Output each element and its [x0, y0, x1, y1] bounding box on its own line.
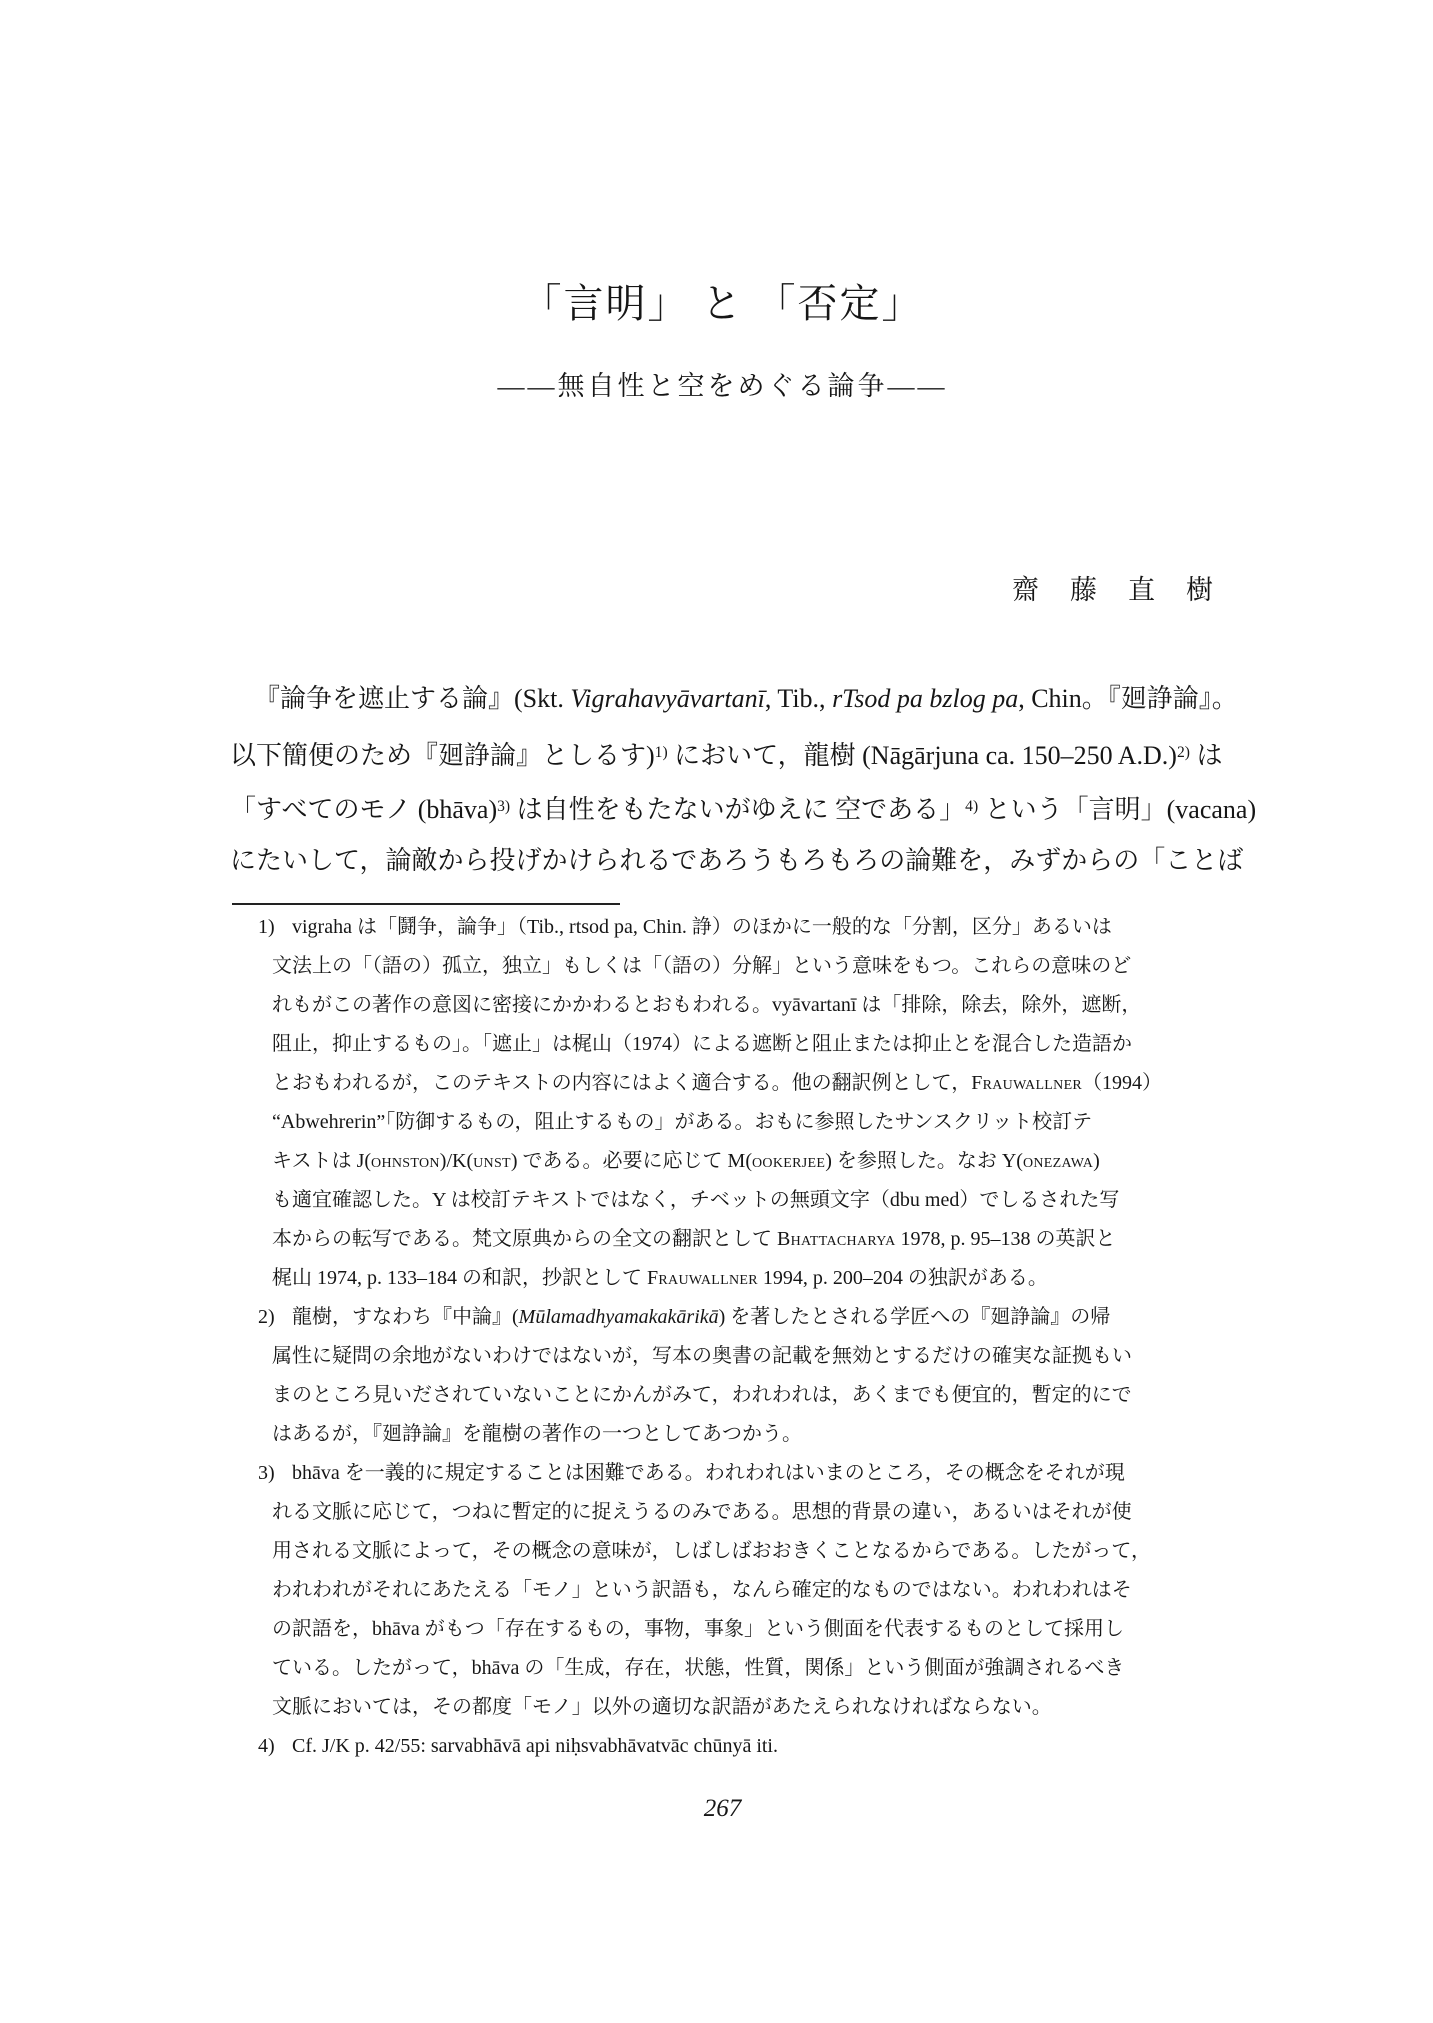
footnote-line: はあるが，『廻諍論』を龍樹の著作の一つとしてあつかう。 — [272, 1423, 802, 1445]
body-line: 『論争を遮止する論』(Skt. Vigrahavyāvartanī, Tib., rTsod pa bzlog pa, Chin。『廻諍論』。 — [254, 684, 1238, 713]
footnote-line — [258, 1727, 1258, 1766]
footnote-line: とおもわれるが，このテキストの内容にはよく適合する。他の翻訳例として，Frauwallner（1994） — [272, 1072, 1163, 1094]
footnote-number: 2) — [258, 1306, 275, 1328]
author-name: 齋 藤 直 樹 — [1012, 575, 1215, 605]
page-number: 267 — [703, 1795, 742, 1822]
footnote-line — [258, 908, 1258, 947]
footnote-number: 4) — [258, 1735, 275, 1757]
footnote-line: 文法上の「（語の）孤立，独立」もしくは「（語の）分解」という意味をもつ。これらの意味のど — [272, 955, 1132, 977]
body-line: 以下簡便のため『廻諍論』としるす)$^{1)}$ において，龍樹 (Nāgārjuna ca. 150–250 A.D.)$^{2)}$ は — [230, 741, 1223, 770]
footnote-4 — [258, 1727, 1258, 1766]
page-subtitle: ――無自性と空をめぐる論争―― — [497, 371, 948, 401]
footnote-line: 文脈においては，その都度「モノ」以外の適切な訳語があたえられなければならない。 — [272, 1696, 1052, 1718]
footnote-line: れる文脈に応じて，つねに暫定的に捉えうるのみである。思想的背景の違い，あるいはそれが使 — [272, 1501, 1132, 1523]
footnote-line: 梶山 1974, p. 133–184 の和訳，抄訳として Frauwallner 1994, p. 200–204 の独訳がある。 — [272, 1267, 1048, 1289]
footnote-line: 用される文脈によって，その概念の意味が，しばしばおおきくことなるからである。したがって， — [272, 1540, 1151, 1562]
footnote-divider — [232, 903, 620, 905]
footnote-number: 1) — [258, 916, 275, 938]
body-paragraph — [230, 672, 1257, 888]
footnote-line: 属性に疑問の余地がないわけではないが，写本の奥書の記載を無効とするだけの確実な証拠もい — [272, 1345, 1132, 1367]
footnote-line: “Abwehrerin”「防御するもの，阻止するもの」がある。おもに参照したサンスクリット校訂テ — [272, 1111, 1093, 1133]
body-line: 「すべてのモノ (bhāva)$^{3)}$ は自性をもたないがゆえに 空である」$^{4)}$ という「言明」(vacana) — [230, 795, 1257, 824]
body-line: にたいして，論敵から投げかけられるであろうもろもろの論難を，みずからの「ことば — [230, 846, 1244, 875]
page-title: 「言明」 と 「否定」 — [521, 281, 924, 326]
footnote-line: も適宜確認した。Y は校訂テキストではなく，チベットの無頭文字（dbu med）でしるされた写 — [272, 1189, 1120, 1211]
footnote-line: 阻止，抑止するもの」。「遮止」は梶山（1974）による遮断と阻止または抑止とを混合した造語か — [272, 1033, 1132, 1055]
footnote-line: まのところ見いだされていないことにかんがみて，われわれは，あくまでも便宜的，暫定的にで — [272, 1384, 1132, 1406]
footnotes-section — [258, 908, 1258, 1766]
footnote-3 — [258, 1454, 1258, 1727]
footnote-line: われわれがそれにあたえる「モノ」という訳語も，なんら確定的なものではない。われわれはそ — [272, 1579, 1132, 1601]
footnote-line: 本からの転写である。梵文原典からの全文の翻訳として Bhattacharya 1978, p. 95–138 の英訳と — [272, 1228, 1116, 1250]
footnote-text: bhāva を一義的に規定することは困難である。われわれはいまのところ，その概念をそれが現 — [292, 1462, 1125, 1484]
footnote-line: の訳語を，bhāva がもつ「存在するもの，事物，事象」という側面を代表するものとして採用し — [272, 1618, 1124, 1640]
footnote-line: ている。したがって，bhāva の「生成，存在，状態，性質，関係」という側面が強調されるべき — [272, 1657, 1125, 1679]
footnote-line: キストは J(ohnston)/K(unst) である。必要に応じて M(ookerjee) を参照した。なお Y(onezawa) — [272, 1150, 1100, 1172]
footnote-text: vigraha は「鬪争，論争」（Tib., rtsod pa, Chin. 諍）のほかに一般的な「分割，区分」あるいは — [292, 916, 1112, 938]
footnote-line — [258, 1298, 1258, 1337]
footnote-1 — [258, 908, 1258, 1298]
footnote-2 — [258, 1298, 1258, 1454]
footnote-text: 龍樹，すなわち『中論』(Mūlamadhyamakakārikā) を著したとされる学匠への『廻諍論』の帰 — [292, 1306, 1111, 1328]
footnote-text: Cf. J/K p. 42/55: sarvabhāvā api niḥsvabhāvatvāc chūnyā iti. — [292, 1735, 778, 1757]
footnote-line — [258, 1454, 1258, 1493]
footnote-line: れもがこの著作の意図に密接にかかわるとおもわれる。vyāvartanī は「排除，除去，除外，遮断， — [272, 994, 1142, 1016]
footnote-number: 3) — [258, 1462, 275, 1484]
